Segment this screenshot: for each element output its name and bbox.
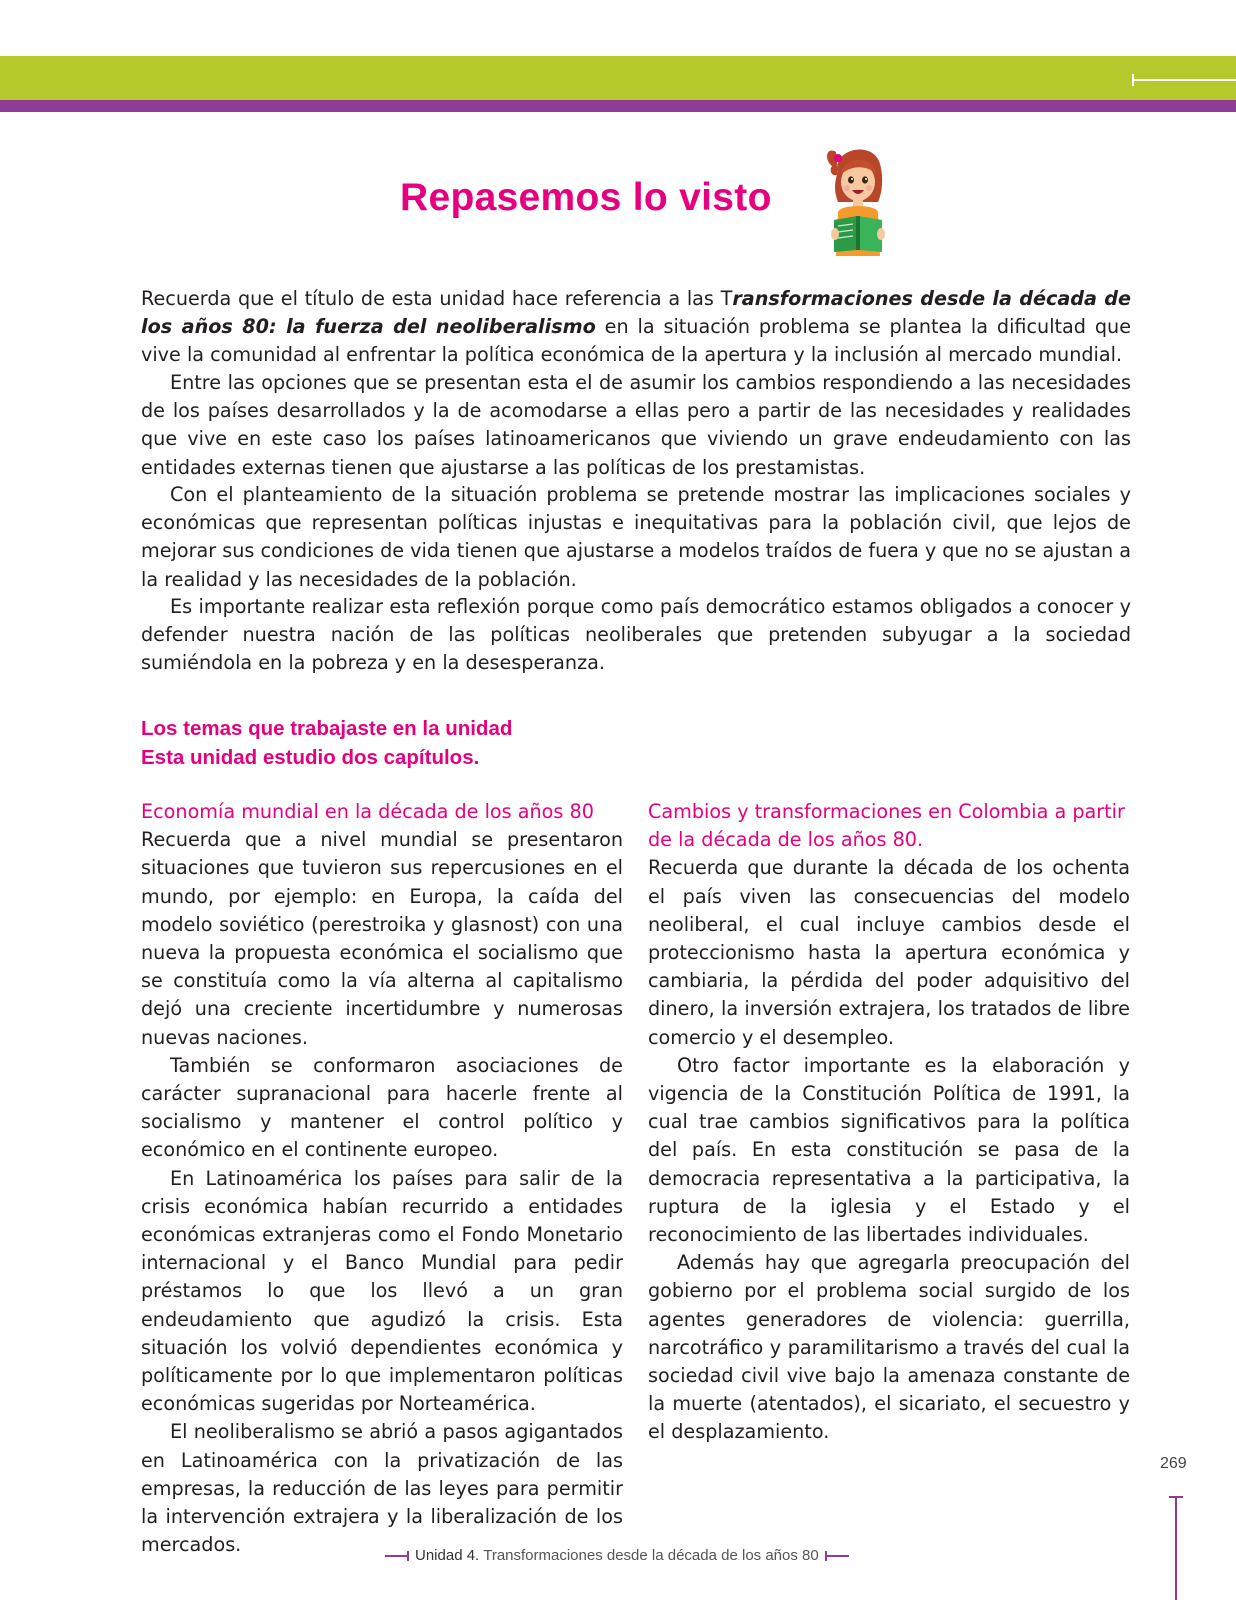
intro-p1-bold: ransformaciones desde la década de los años 80: la fuerza del neoliberalismo — [141, 287, 1131, 339]
left-column-paragraph-1: Recuerda que a nivel mundial se presentaron situaciones que tuvieron sus repercusiones en el mundo, por ejemplo: en Europa, la caída del modelo soviético (perestroika y glasnost) con una nueva la propuesta económica el socialismo que se constituía como la vía alterna al capitalismo dejó una creciente incertidumbre y numerosas nuevas naciones. — [141, 828, 623, 1049]
header-band-green — [0, 56, 1236, 100]
intro-paragraph-1 — [141, 285, 1131, 370]
section-heading-line-2: Esta unidad estudio dos capítulos. — [141, 746, 480, 769]
right-column — [648, 798, 1130, 1447]
footer-title: Transformaciones desde la década de los años 80 — [483, 1547, 819, 1564]
right-column-heading: Cambios y transformaciones en Colombia a partir de la década de los años 80. — [648, 800, 1125, 852]
page-title: Repasemos lo visto — [400, 176, 772, 219]
header-rule-tick — [1132, 74, 1134, 86]
footer-unit: Unidad 4. — [415, 1547, 480, 1564]
footer-left-rule — [385, 1555, 409, 1557]
left-column-paragraph-3: En Latinoamérica los países para salir de la crisis económica habían recurrido a entidades económicas extranjeras como el Fondo Monetario internacional y el Banco Mundial para pedir préstamos lo que los llevó a un gran endeudamiento que agudizó la crisis. Esta situación los volvió dependientes económica y políticamente por lo que implementaron políticas económicas sugeridas por Norteamérica. — [141, 1166, 623, 1416]
girl-reading-illustration — [824, 138, 890, 258]
left-column — [141, 798, 623, 1559]
header-rule-line — [1132, 79, 1236, 81]
left-column-heading: Economía mundial en la década de los años 80 — [141, 800, 594, 823]
page-margin-line — [1175, 1496, 1177, 1600]
right-column-paragraph-3: Además hay que agregarla preocupación del gobierno por el problema social surgido de los agentes generadores de violencia: guerrilla, narcotráfico y paramilitarismo a través del cual la sociedad civil vive bajo la amenaza constante de la muerte (atentados), el sicariato, el secuestro y el desplazamiento. — [648, 1251, 1130, 1444]
intro-paragraph-3: Con el planteamiento de la situación problema se pretende mostrar las implicaciones sociales y económicas que representan políticas injustas e inequitativas para la población civil, que lejos de mejorar sus condiciones de vida tienen que ajustarse a modelos traídos de fuera y que no se ajustan a la realidad y las necesidades de la población. — [141, 483, 1131, 591]
left-column-paragraph-2: También se conformaron asociaciones de carácter supranacional para hacerle frente al socialismo y mantener el control político y económico en el continente europeo. — [141, 1053, 623, 1162]
left-column-paragraph-4: El neoliberalismo se abrió a pasos agigantados en Latinoamérica con la privatización de las empresas, la reducción de las leyes para permitir la intervención extrajera y la liberalización de los mercados. — [141, 1420, 623, 1557]
right-column-paragraph-1: Recuerda que durante la década de los ochenta el país viven las consecuencias del modelo neoliberal, el cual incluye cambios desde el proteccionismo hasta la apertura económica y cambiaria, la pérdida del poder adquisitivo del dinero, la inversión extrajera, los tratados de libre comercio y el desempleo. — [648, 856, 1130, 1049]
intro-paragraph-4: Es importante realizar esta reflexión porque como país democrático estamos obligados a conocer y defender nuestra nación de las políticas neoliberales que pretenden subyugar a la sociedad sumiéndola en la pobreza y en la desesperanza. — [141, 595, 1131, 675]
right-column-paragraph-2: Otro factor importante es la elaboración y vigencia de la Constitución Política de 1991, la cual trae cambios significativos para la política del país. En esta constitución se pasa de la democracia representativa a la participativa, la ruptura de la iglesia y el Estado y el reconocimiento de las libertades individuales. — [648, 1053, 1130, 1247]
header-band-purple — [0, 100, 1236, 112]
intro-p1-start: Recuerda que el título de esta unidad hace referencia a las T — [141, 287, 733, 310]
page-margin-tick — [1169, 1496, 1183, 1498]
section-heading-line-1: Los temas que trabajaste en la unidad — [141, 717, 513, 740]
intro-paragraph-2: Entre las opciones que se presentan esta el de asumir los cambios respondiendo a las necesidades de los países desarrollados y la de acomodarse a ellas pero a partir de las necesidades y realidades que vive en este caso los países latinoamericanos que viviendo un grave endeudamiento con las entidades externas tienen que ajustarse a las políticas de los prestamistas. — [141, 371, 1131, 479]
footer-right-rule — [825, 1555, 849, 1557]
footer — [385, 1547, 885, 1564]
page-number: 269 — [1160, 1455, 1187, 1472]
intro-p1-end: en la situación problema se plantea la dificultad que vive la comunidad al enfrentar la política económica de la apertura y la inclusión al mercado mundial. — [141, 315, 1131, 367]
section-heading — [141, 714, 512, 772]
